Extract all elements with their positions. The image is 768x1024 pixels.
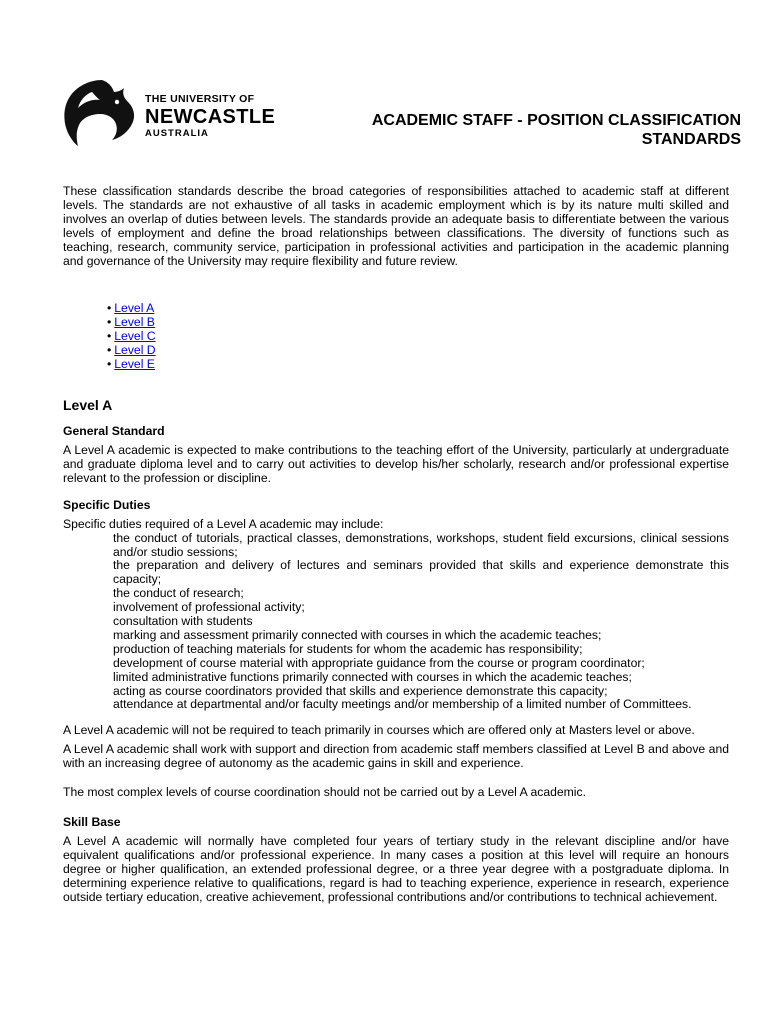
skill-base-heading: Skill Base [63,815,121,829]
level-d-link[interactable]: Level D [114,343,156,358]
complex-paragraph: The most complex levels of course coordination should not be carried out by a Level A academic. [63,785,586,800]
duty-item: production of teaching materials for students for whom the academic has responsibility; [113,641,583,656]
level-a-link[interactable]: Level A [114,301,155,316]
duty-item: the conduct of research; [113,586,244,601]
bullet: • [107,343,112,358]
level-link-item [107,302,729,316]
level-link-item [107,344,729,358]
document-body [63,185,729,905]
logo-line-3: AUSTRALIA [145,127,209,139]
level-c-link[interactable]: Level C [114,329,156,344]
document-title [281,111,741,149]
support-paragraph: A Level A academic shall work with support and direction from academic staff members classified at Level B and above and with an increasing degree of autonomy as the academic gains in skill and experience. [63,742,729,771]
horse-head-icon [62,78,142,148]
general-standard-heading: General Standard [63,423,165,438]
duty-item: the preparation and delivery of lectures and seminars provided that skills and experience demonstrate this capacity; [113,558,729,587]
bullet: • [107,315,112,330]
duties-list [63,532,729,713]
duty-item: acting as course coordinators provided that skills and experience demonstrate this capacity; [113,683,608,698]
logo-line-2: NEWCASTLE [145,105,276,128]
duty-item: involvement of professional activity; [113,600,305,615]
logo-wordmark [145,94,275,138]
intro-paragraph: These classification standards describe the broad categories of responsibilities attached to academic staff at different levels. The standards are not exhaustive of all tasks in academic employment which is by its nature multi skilled and involves an overlap of duties between levels. The standards provide an adequate basis to differentiate between the various levels of employment and define the broad relationships between classifications. The diversity of functions such as teaching, research, community service, participation in professional activities and participation in the academic planning and governance of the University may require flexibility and future review. [63,184,729,268]
skill-base-text: A Level A academic will normally have completed four years of tertiary study in the relevant discipline and/or have equivalent qualifications and/or professional experience. In many cases a position at this level will require an honours degree or higher qualification, an extended professional degree, or a three year degree with a postgraduate diploma. In determining experience relative to qualifications, regard is had to teaching experience, experience in research, experience outside tertiary education, creative achievement, professional contributions and/or contributions to technical achievement. [63,834,729,904]
duty-item: attendance at departmental and/or faculty meetings and/or membership of a limited number of Committees. [113,697,692,712]
bullet: • [107,329,112,344]
duty-item: development of course material with appropriate guidance from the course or program coordinator; [113,655,645,670]
duties-intro: Specific duties required of a Level A academic may include: [63,516,384,531]
level-link-item [107,358,729,372]
title-line-2: STANDARDS [641,131,741,148]
bullet: • [107,301,112,316]
university-logo [62,78,292,148]
general-standard-text: A Level A academic is expected to make contributions to the teaching effort of the University, particularly at undergraduate and graduate diploma level and to carry out activities to develop his/her scholarly, research and/or professional expertise relevant to the profession or discipline. [63,442,729,485]
logo-line-1: THE UNIVERSITY OF [145,93,255,105]
duty-item: the conduct of tutorials, practical classes, demonstrations, workshops, student field excursions, clinical sessions and/or studio sessions; [113,530,729,559]
duty-item: marking and assessment primarily connected with courses in which the academic teaches; [113,627,602,642]
level-link-item [107,330,729,344]
level-b-link[interactable]: Level B [114,315,155,330]
masters-paragraph: A Level A academic will not be required to teach primarily in courses which are offered only at Masters level or above. [63,723,695,738]
level-link-item [107,316,729,330]
level-e-link[interactable]: Level E [114,357,155,372]
level-links-list [107,302,729,372]
level-a-heading: Level A [63,396,113,413]
specific-duties-heading: Specific Duties [63,497,151,512]
bullet: • [107,357,112,372]
duty-item: consultation with students [113,614,253,629]
title-line-1: ACADEMIC STAFF - POSITION CLASSIFICATION [371,112,741,129]
duty-item: limited administrative functions primarily connected with courses in which the academic teaches; [113,669,632,684]
